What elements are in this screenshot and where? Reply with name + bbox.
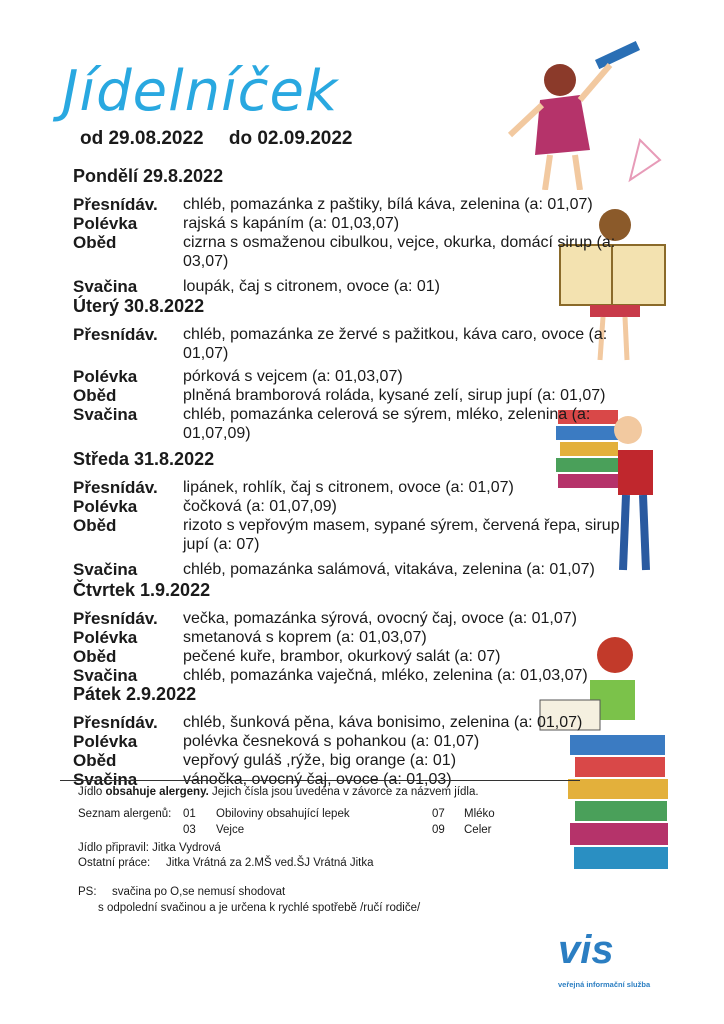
meal-label: Svačina — [73, 560, 138, 579]
allergen-name: Vejce — [216, 824, 245, 836]
note-part: Jejich čísla jsou uvedena v závorce za názvem jídla. — [208, 786, 479, 798]
meal-row — [73, 516, 693, 554]
meal-label: Polévka — [73, 497, 138, 516]
day-friday — [73, 684, 693, 789]
meal-text: vepřový guláš ,rýže, big orange (a: 01) — [183, 752, 457, 769]
meal-label: Svačina — [73, 405, 138, 424]
date-from: od 29.08.2022 — [80, 128, 204, 149]
meal-label: Polévka — [73, 732, 138, 751]
meal-text: chléb, šunková pěna, káva bonisimo, zelenina (a: 01,07) — [183, 714, 583, 731]
meal-text: polévka česneková s pohankou (a: 01,07) — [183, 733, 480, 750]
meal-label: Polévka — [73, 628, 138, 647]
meal-row — [73, 195, 693, 214]
date-range — [80, 128, 372, 150]
meal-text: chléb, pomazánka salámová, vitakáva, zelenina (a: 01,07) — [183, 561, 595, 578]
meal-row — [73, 751, 693, 770]
meal-label: Svačina — [73, 666, 138, 685]
allergen-note — [78, 786, 479, 798]
day-title: Pátek 2.9.2022 — [73, 684, 197, 704]
meal-text: loupák, čaj s citronem, ovoce (a: 01) — [183, 278, 441, 295]
note-part: Jídlo — [78, 786, 106, 798]
meal-label: Svačina — [73, 277, 138, 296]
meal-text: večka, pomazánka sýrová, ovocný čaj, ovoce (a: 01,07) — [183, 610, 577, 627]
ps-label: PS: — [78, 886, 97, 898]
allergen-code: 07 — [432, 808, 445, 820]
other-work-value: Jitka Vrátná za 2.MŠ ved.ŠJ Vrátná Jitka — [166, 857, 374, 869]
day-tuesday — [73, 296, 693, 443]
meal-row — [73, 214, 693, 233]
meal-label: Přesnídáv. — [73, 478, 158, 497]
allergen-name: Celer — [464, 824, 492, 836]
meal-text: lipánek, rohlík, čaj s citronem, ovoce (a: 01,07) — [183, 479, 514, 496]
meal-label: Oběd — [73, 386, 117, 405]
allergen-code: 03 — [183, 824, 196, 836]
meal-row — [73, 732, 693, 751]
meal-text: rajská s kapáním (a: 01,03,07) — [183, 215, 400, 232]
meal-text: chléb, pomazánka ze žervé s pažitkou, káva caro, ovoce (a: 01,07) — [183, 326, 608, 362]
meal-row — [73, 713, 693, 732]
meal-text: vánočka, ovocný čaj, ovoce (a: 01,03) — [183, 771, 452, 788]
meal-text: chléb, pomazánka celerová se sýrem, mléko, zelenina (a: 01,07,09) — [183, 406, 591, 442]
meal-row — [73, 478, 693, 497]
meal-text: smetanová s koprem (a: 01,03,07) — [183, 629, 427, 646]
day-title: Středa 31.8.2022 — [73, 449, 215, 469]
meal-label: Oběd — [73, 516, 117, 535]
meal-label: Oběd — [73, 647, 117, 666]
meal-label: Polévka — [73, 367, 138, 386]
prepared-by: Jídlo připravil: Jitka Vydrová — [78, 842, 221, 854]
meal-text: chléb, pomazánka z paštiky, bílá káva, zelenina (a: 01,07) — [183, 196, 593, 213]
meal-row — [73, 386, 693, 405]
meal-row — [73, 405, 693, 443]
meal-row — [73, 233, 693, 271]
allergen-list-label: Seznam alergenů: — [78, 808, 172, 820]
meal-row — [73, 560, 693, 579]
day-title: Úterý 30.8.2022 — [73, 296, 205, 316]
meal-row — [73, 647, 693, 666]
day-title: Pondělí 29.8.2022 — [73, 166, 224, 186]
meal-row — [73, 628, 693, 647]
meal-text: pečené kuře, brambor, okurkový salát (a: 07) — [183, 648, 501, 665]
vis-logo-subtitle: veřejná informační služba — [558, 980, 651, 989]
meal-text: pórková s vejcem (a: 01,03,07) — [183, 368, 403, 385]
meal-text: plněná bramborová roláda, kysané zelí, sirup jupí (a: 01,07) — [183, 387, 606, 404]
meal-label: Přesnídáv. — [73, 195, 158, 214]
meal-row — [73, 666, 693, 685]
other-work-label: Ostatní práce: — [78, 857, 151, 869]
day-monday — [73, 166, 693, 296]
allergen-name: Obiloviny obsahující lepek — [216, 808, 350, 820]
day-title: Čtvrtek 1.9.2022 — [73, 580, 211, 600]
ps-line2: s odpolední svačinou a je určena k rychlé spotřebě /ručí rodiče/ — [98, 902, 421, 914]
allergen-name: Mléko — [464, 808, 495, 820]
meal-label: Přesnídáv. — [73, 325, 158, 344]
meal-row — [73, 497, 693, 516]
meal-label: Oběd — [73, 751, 117, 770]
meal-row — [73, 325, 693, 363]
vis-logo: vis — [558, 928, 614, 972]
day-thursday — [73, 580, 693, 685]
meal-text: cizrna s osmaženou cibulkou, vejce, okurka, domácí sirup (a: 03,07) — [183, 234, 616, 270]
allergen-code: 01 — [183, 808, 196, 820]
meal-label: Polévka — [73, 214, 138, 233]
day-wednesday — [73, 449, 693, 579]
meal-row — [73, 609, 693, 628]
meal-label: Přesnídáv. — [73, 609, 158, 628]
meal-label: Přesnídáv. — [73, 713, 158, 732]
date-to: do 02.09.2022 — [228, 128, 353, 149]
meal-row — [73, 277, 693, 296]
meal-text: chléb, pomazánka vaječná, mléko, zelenina (a: 01,03,07) — [183, 667, 588, 684]
meal-text: čočková (a: 01,07,09) — [183, 498, 337, 515]
meal-label: Oběd — [73, 233, 117, 252]
note-bold: obsahuje alergeny. — [105, 786, 209, 798]
ps-line1: svačina po O,se nemusí shodovat — [112, 886, 286, 898]
page-title: Jídelníček — [62, 59, 339, 124]
allergen-code: 09 — [432, 824, 445, 836]
meal-label: Svačina — [73, 770, 138, 789]
meal-row — [73, 367, 693, 386]
divider — [60, 780, 580, 781]
meal-text: rizoto s vepřovým masem, sypané sýrem, červená řepa, sirup jupí (a: 07) — [183, 517, 620, 553]
